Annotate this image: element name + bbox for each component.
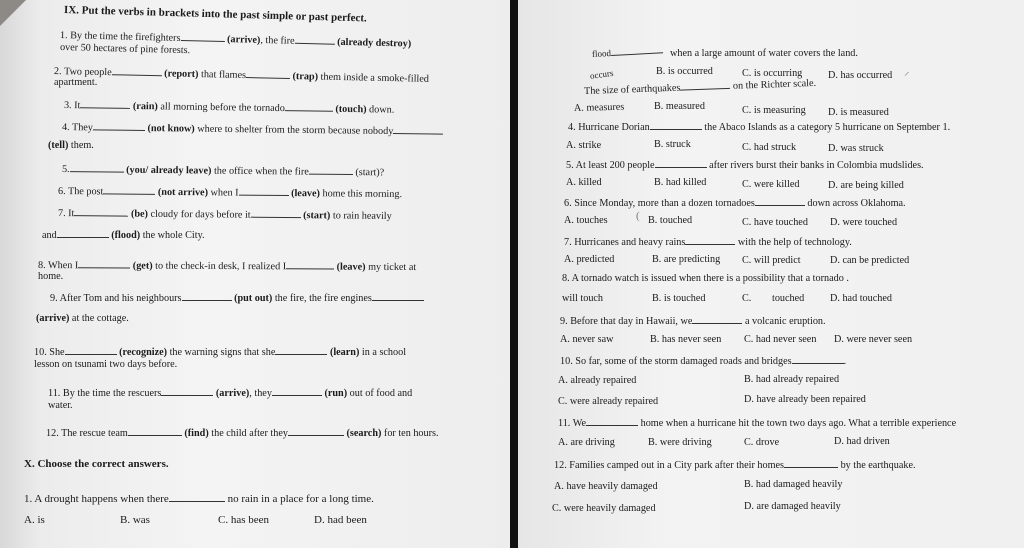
answer-blank[interactable] bbox=[70, 162, 124, 173]
exercise-x-heading: X. Choose the correct answers. bbox=[24, 458, 169, 470]
text: 12. The rescue team bbox=[46, 428, 128, 439]
answer-blank[interactable] bbox=[169, 492, 225, 502]
text: the warning signs that she bbox=[169, 347, 276, 358]
verb-hint: (arrive) bbox=[226, 34, 261, 46]
option-a[interactable]: A. measures bbox=[573, 101, 625, 114]
option-a[interactable]: occurs bbox=[589, 67, 614, 81]
question-x-2-start bbox=[592, 43, 664, 60]
option-d[interactable]: D. are damaged heavily bbox=[744, 501, 841, 512]
text: down. bbox=[369, 104, 395, 116]
text: home this morning. bbox=[322, 188, 403, 201]
text: when I bbox=[210, 187, 239, 199]
option-a[interactable]: A. killed bbox=[566, 177, 602, 188]
answer-blank[interactable] bbox=[161, 386, 213, 396]
option-b[interactable]: B. had damaged heavily bbox=[744, 479, 843, 490]
text: no rain in a place for a long time. bbox=[227, 493, 374, 505]
text: to the check-in desk, I realized I bbox=[155, 260, 287, 273]
question-ix-10-line-1 bbox=[34, 345, 406, 359]
page-corner-shadow bbox=[0, 0, 26, 26]
question-x-2-rest: when a large amount of water covers the land. bbox=[670, 48, 858, 59]
option-d[interactable]: D. had touched bbox=[830, 293, 892, 304]
option-c[interactable]: C. is measuring bbox=[742, 105, 806, 116]
text: them. bbox=[70, 140, 94, 151]
verb-hint: (search) bbox=[346, 428, 382, 439]
verb-hint: (report) bbox=[164, 68, 199, 81]
answer-blank[interactable] bbox=[275, 345, 327, 355]
text: 2. Two people bbox=[53, 66, 112, 79]
answer-blank[interactable] bbox=[650, 120, 702, 130]
text: 9. After Tom and his neighbours bbox=[50, 293, 182, 304]
option-b[interactable]: B. measured bbox=[654, 101, 705, 112]
answer-blank[interactable] bbox=[78, 258, 130, 268]
answer-blank[interactable] bbox=[112, 65, 162, 76]
text: and bbox=[42, 230, 57, 241]
option-c[interactable]: C. bbox=[742, 293, 752, 304]
option-a[interactable]: A. have heavily damaged bbox=[554, 481, 658, 492]
option-c[interactable]: C. is occurring bbox=[742, 68, 803, 79]
text: . bbox=[843, 356, 847, 367]
text: 8. When I bbox=[37, 260, 79, 272]
text: 10. So far, some of the storm damaged roads and bridges bbox=[560, 356, 792, 367]
option-c[interactable]: C. were heavily damaged bbox=[552, 503, 656, 514]
option-b[interactable]: B. struck bbox=[654, 139, 691, 150]
text: 11. By the time the rescuers bbox=[48, 388, 162, 399]
text: at the cottage. bbox=[71, 313, 129, 324]
answer-blank[interactable] bbox=[586, 416, 638, 426]
question-ix-2-line-1 bbox=[54, 64, 429, 86]
text: all morning before the tornado bbox=[160, 101, 285, 115]
text: 4. Hurricane Dorian bbox=[568, 122, 650, 133]
left-worksheet-page bbox=[0, 0, 510, 548]
question-x-10 bbox=[560, 354, 846, 368]
text: 5. bbox=[61, 164, 70, 176]
question-ix-9-line-1 bbox=[50, 291, 424, 305]
verb-hint: (run) bbox=[324, 388, 348, 399]
text: that flames bbox=[200, 69, 247, 82]
text: the fire, the fire engines bbox=[274, 293, 372, 304]
option-a[interactable]: will touch bbox=[562, 293, 604, 304]
question-x-7 bbox=[564, 235, 852, 249]
option-c[interactable]: C. were already repaired bbox=[558, 396, 659, 407]
answer-blank[interactable] bbox=[286, 259, 334, 269]
verb-hint: (be) bbox=[130, 208, 148, 220]
answer-blank[interactable] bbox=[685, 235, 735, 245]
option-b[interactable]: B. is touched bbox=[652, 293, 706, 304]
text: my ticket at bbox=[368, 261, 417, 273]
option-d[interactable]: D. was struck bbox=[828, 143, 884, 154]
option-b[interactable]: B. had killed bbox=[654, 177, 707, 188]
verb-hint: (you/ already leave) bbox=[126, 164, 212, 177]
answer-blank[interactable] bbox=[272, 386, 322, 396]
verb-hint: (leave) bbox=[291, 188, 321, 200]
answer-blank[interactable] bbox=[93, 120, 145, 131]
answer-blank[interactable] bbox=[182, 291, 232, 301]
text: 9. Before that day in Hawaii, we bbox=[560, 316, 693, 327]
text: 5. At least 200 people bbox=[566, 160, 655, 171]
text: them inside a smoke-filled bbox=[320, 71, 430, 85]
text: on the Richter scale. bbox=[732, 77, 817, 92]
option-d[interactable]: D. had been bbox=[314, 514, 367, 526]
question-x-9 bbox=[560, 314, 826, 328]
option-c[interactable]: C. were killed bbox=[742, 179, 800, 190]
question-ix-2-line-2: apartment. bbox=[54, 77, 98, 88]
option-b[interactable]: B. was bbox=[120, 514, 150, 526]
text: the Abaco Islands as a category 5 hurricane on September 1. bbox=[704, 122, 951, 133]
question-x-6 bbox=[564, 196, 906, 210]
answer-blank[interactable] bbox=[295, 34, 335, 45]
option-c[interactable]: C. will predict bbox=[742, 255, 801, 266]
option-b[interactable]: B. touched bbox=[648, 215, 693, 226]
answer-blank[interactable] bbox=[309, 165, 353, 175]
answer-blank[interactable] bbox=[80, 98, 130, 109]
question-x-8: 8. A tornado watch is issued when there is a possibility that a tornado . bbox=[562, 273, 849, 284]
text: cloudy for days before it bbox=[150, 208, 251, 221]
option-c-text[interactable]: touched bbox=[772, 293, 805, 304]
verb-hint: (trap) bbox=[292, 70, 319, 83]
text: 4. They bbox=[61, 122, 93, 134]
text: the whole City. bbox=[142, 230, 205, 241]
answer-blank[interactable] bbox=[680, 79, 730, 91]
answer-blank[interactable] bbox=[65, 345, 117, 355]
text: in a school bbox=[361, 347, 407, 358]
verb-hint: (find) bbox=[184, 428, 209, 439]
question-x-1 bbox=[24, 492, 374, 505]
question-ix-5 bbox=[62, 162, 384, 179]
question-ix-8-line-1 bbox=[38, 258, 416, 274]
option-c[interactable]: C. drove bbox=[744, 437, 780, 448]
question-ix-11-line-2: water. bbox=[48, 400, 73, 411]
answer-blank[interactable] bbox=[103, 184, 155, 194]
verb-hint: (leave) bbox=[336, 261, 366, 273]
question-ix-6 bbox=[58, 184, 402, 201]
option-a[interactable]: A. strike bbox=[566, 140, 602, 151]
answer-blank[interactable] bbox=[57, 228, 109, 238]
question-x-4 bbox=[568, 120, 950, 134]
option-d[interactable]: D. can be predicted bbox=[830, 255, 910, 266]
question-ix-8-line-2: home. bbox=[38, 271, 64, 282]
verb-hint: (tell) bbox=[48, 140, 69, 151]
text: home when a hurricane hit the town two days ago. What a terrible experience bbox=[640, 418, 957, 429]
text: to rain heavily bbox=[332, 210, 392, 222]
answer-blank[interactable] bbox=[372, 291, 424, 301]
option-b[interactable]: B. has never seen bbox=[650, 334, 722, 345]
answer-blank[interactable] bbox=[655, 158, 707, 168]
verb-hint: (put out) bbox=[234, 293, 273, 304]
verb-hint: (already destroy) bbox=[337, 36, 412, 50]
question-x-12 bbox=[554, 458, 916, 472]
option-a[interactable]: A. already repaired bbox=[558, 375, 637, 386]
question-ix-7-line-2 bbox=[42, 228, 205, 242]
verb-hint: (start) bbox=[303, 210, 331, 222]
text: , the fire bbox=[260, 34, 295, 47]
option-c[interactable]: C. have touched bbox=[742, 217, 808, 228]
text: 12. Families camped out in a City park after their homes bbox=[554, 460, 785, 471]
pen-mark: ⸝ bbox=[904, 66, 910, 78]
text: where to shelter from the storm because nobody bbox=[197, 123, 394, 138]
answer-blank[interactable] bbox=[692, 314, 742, 324]
text: after rivers burst their banks in Colombia mudslides. bbox=[709, 160, 924, 171]
answer-blank[interactable] bbox=[755, 196, 805, 206]
question-ix-1-line-2: over 50 hectares of pine forests. bbox=[59, 42, 191, 57]
question-ix-4-line-2 bbox=[48, 140, 94, 152]
page-divider bbox=[510, 0, 518, 548]
verb-hint: (arrive) bbox=[36, 313, 70, 324]
option-a[interactable]: A. predicted bbox=[564, 254, 615, 265]
question-ix-3 bbox=[64, 98, 394, 117]
verb-hint: (learn) bbox=[329, 347, 360, 358]
text: 7. It bbox=[57, 208, 75, 220]
verb-hint: (not know) bbox=[147, 123, 195, 135]
option-c[interactable]: C. had struck bbox=[742, 142, 797, 153]
text: the office when the fire bbox=[213, 165, 309, 178]
answer-blank[interactable] bbox=[246, 68, 290, 79]
option-d[interactable]: D. has occurred bbox=[828, 70, 893, 81]
question-ix-10-line-2: lesson on tsunami two days before. bbox=[34, 359, 178, 370]
option-d[interactable]: D. are being killed bbox=[828, 180, 904, 191]
option-b[interactable]: B. had already repaired bbox=[744, 374, 840, 385]
answer-blank[interactable] bbox=[74, 206, 128, 216]
question-x-5 bbox=[566, 158, 924, 172]
question-ix-12 bbox=[46, 426, 439, 440]
text: the child after they bbox=[211, 428, 288, 439]
option-a[interactable]: A. is bbox=[24, 514, 45, 526]
option-b[interactable]: B. were driving bbox=[648, 437, 712, 448]
text: by the earthquake. bbox=[840, 460, 916, 471]
answer-blank[interactable] bbox=[251, 208, 301, 218]
text: down across Oklahoma. bbox=[807, 198, 906, 209]
option-b[interactable]: B. is occurred bbox=[656, 66, 713, 77]
verb-hint: (recognize) bbox=[119, 347, 168, 358]
question-ix-11-line-1 bbox=[48, 386, 412, 400]
answer-blank[interactable] bbox=[792, 354, 844, 364]
text: 6. The post bbox=[57, 186, 104, 198]
question-x-3 bbox=[584, 76, 817, 98]
text: 10. She bbox=[34, 347, 65, 358]
verb-hint: (not arrive) bbox=[157, 186, 209, 199]
verb-hint: (get) bbox=[132, 260, 153, 272]
option-c[interactable]: C. had never seen bbox=[744, 334, 817, 345]
verb-hint: (arrive) bbox=[215, 388, 250, 399]
option-b[interactable]: B. are predicting bbox=[652, 254, 721, 265]
question-ix-7-line-1 bbox=[58, 206, 392, 223]
text: for ten hours. bbox=[383, 428, 439, 439]
answer-blank[interactable] bbox=[784, 458, 838, 468]
option-a[interactable]: A. never saw bbox=[560, 334, 614, 345]
option-d[interactable]: D. were never seen bbox=[834, 334, 913, 345]
question-x-11 bbox=[558, 416, 956, 430]
text: flood bbox=[591, 48, 612, 59]
answer-blank[interactable] bbox=[285, 101, 333, 112]
text: The size of earthquakes bbox=[583, 82, 681, 97]
option-a[interactable]: A. touches bbox=[564, 215, 608, 226]
right-worksheet-page bbox=[518, 0, 1024, 548]
text: 11. We bbox=[558, 418, 587, 429]
option-c[interactable]: C. has been bbox=[218, 514, 270, 526]
answer-blank[interactable] bbox=[288, 426, 344, 436]
question-ix-4-line-1 bbox=[62, 120, 444, 139]
text: 1. By the time the firefighters bbox=[59, 30, 181, 44]
option-a[interactable]: A. are driving bbox=[558, 437, 615, 448]
text: out of food and bbox=[349, 388, 413, 399]
verb-hint: (start)? bbox=[355, 167, 385, 179]
text: with the help of technology. bbox=[737, 237, 852, 248]
question-ix-9-line-2 bbox=[36, 313, 129, 325]
option-d[interactable]: D. have already been repaired bbox=[744, 394, 866, 405]
text: , they bbox=[249, 388, 272, 399]
verb-hint: (rain) bbox=[132, 100, 158, 113]
text: 6. Since Monday, more than a dozen tornadoes bbox=[564, 198, 755, 209]
answer-blank[interactable] bbox=[128, 426, 182, 436]
answer-blank[interactable] bbox=[239, 186, 289, 196]
answer-blank[interactable] bbox=[180, 31, 224, 42]
text: 3. It bbox=[63, 100, 81, 112]
verb-hint: (touch) bbox=[335, 103, 367, 116]
option-d[interactable]: D. were touched bbox=[830, 217, 898, 228]
text: a volcanic eruption. bbox=[744, 316, 826, 327]
text: 7. Hurricanes and heavy rains bbox=[564, 237, 686, 248]
answer-blank[interactable] bbox=[393, 124, 443, 135]
verb-hint: (flood) bbox=[111, 230, 141, 241]
option-d[interactable]: D. is measured bbox=[828, 107, 889, 118]
answer-blank[interactable] bbox=[611, 43, 663, 56]
option-d[interactable]: D. had driven bbox=[834, 436, 890, 447]
text: 1. A drought happens when there bbox=[24, 493, 169, 505]
pen-mark: ( bbox=[636, 210, 640, 222]
exercise-ix-heading: IX. Put the verbs in brackets into the past simple or past perfect. bbox=[63, 4, 367, 25]
